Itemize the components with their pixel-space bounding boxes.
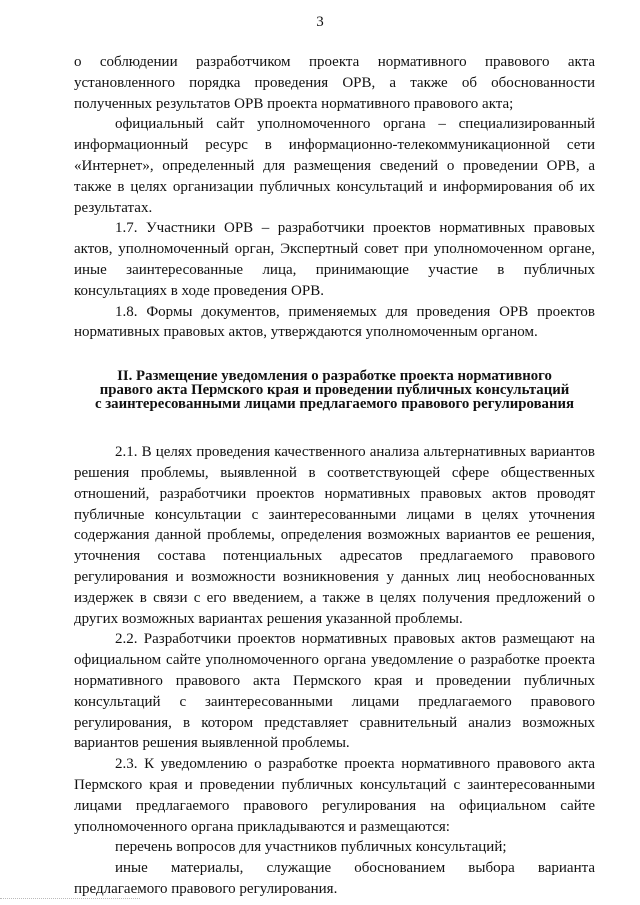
paragraph: 2.2. Разработчики проектов нормативных правовых актов размещают на официальном сайте уполномоченного органа уведомление о разработке проекта нормативного правового акта Пермского края и проведении публичных консультаций с заинтересованными лицами предлагаемого правового регулирования, в котором представляет сравнительный анализ возможных вариантов решения выявленной проблемы. — [74, 631, 595, 752]
paragraph: иные материалы, служащие обоснованием выбора варианта предлагаемого правового регулирования. — [74, 860, 595, 897]
paragraph: о соблюдении разработчиком проекта нормативного правового акта установленного порядка проведения ОРВ, а также об обоснованности полученных результатов ОРВ проекта нормативного правового акта; — [74, 54, 595, 112]
paragraph: 1.8. Формы документов, применяемых для проведения ОРВ проектов нормативных правовых актов, утверждаются уполномоченным органом. — [74, 303, 595, 341]
section-heading-line: II. Размещение уведомления о разработке проекта нормативного — [117, 368, 552, 385]
section-heading-line: с заинтересованными лицами предлагаемого правового регулирования — [94, 396, 575, 413]
page-number: 3 — [316, 14, 324, 30]
document-body — [74, 52, 595, 900]
footer-divider — [0, 898, 140, 899]
paragraph: перечень вопросов для участников публичных консультаций; — [115, 839, 507, 856]
paragraph: 1.7. Участники ОРВ – разработчики проектов нормативных правовых актов, уполномоченный орган, Экспертный совет при уполномоченном органе, иные заинтересованные лица, принимающие участие в публичных консультациях в ходе проведения ОРВ. — [74, 220, 595, 299]
paragraph: 2.3. К уведомлению о разработке проекта нормативного правового акта Пермского края и проведении публичных консультаций с заинтересованными лицами предлагаемого правового регулирования на официальном сайте уполномоченного органа прикладываются и размещаются: — [74, 756, 595, 835]
section-heading-line: правого акта Пермского края и проведении публичных консультаций — [99, 382, 570, 399]
section-heading — [74, 369, 595, 411]
paragraph: официальный сайт уполномоченного органа – специализированный информационный ресурс в информационно-телекоммуникационной сети «Интернет», определенный для размещения сведений о проведении ОРВ, а также в целях организации публичных консультаций и информирования об их результатах. — [74, 116, 595, 216]
paragraph: 2.1. В целях проведения качественного анализа альтернативных вариантов решения проблемы, выявленной в соответствующей сфере общественных отношений, разработчики проектов нормативных правовых актов проводят публичные консультации с заинтересованными лицами в целях уточнения содержания данной проблемы, определения возможных вариантов ее решения, уточнения состава потенциальных адресатов предлагаемого правового регулирования и возможности возникновения у данных лиц необоснованных издержек в связи с его введением, а также в целях получения предложений о других возможных вариантах решения указанной проблемы. — [74, 444, 595, 627]
